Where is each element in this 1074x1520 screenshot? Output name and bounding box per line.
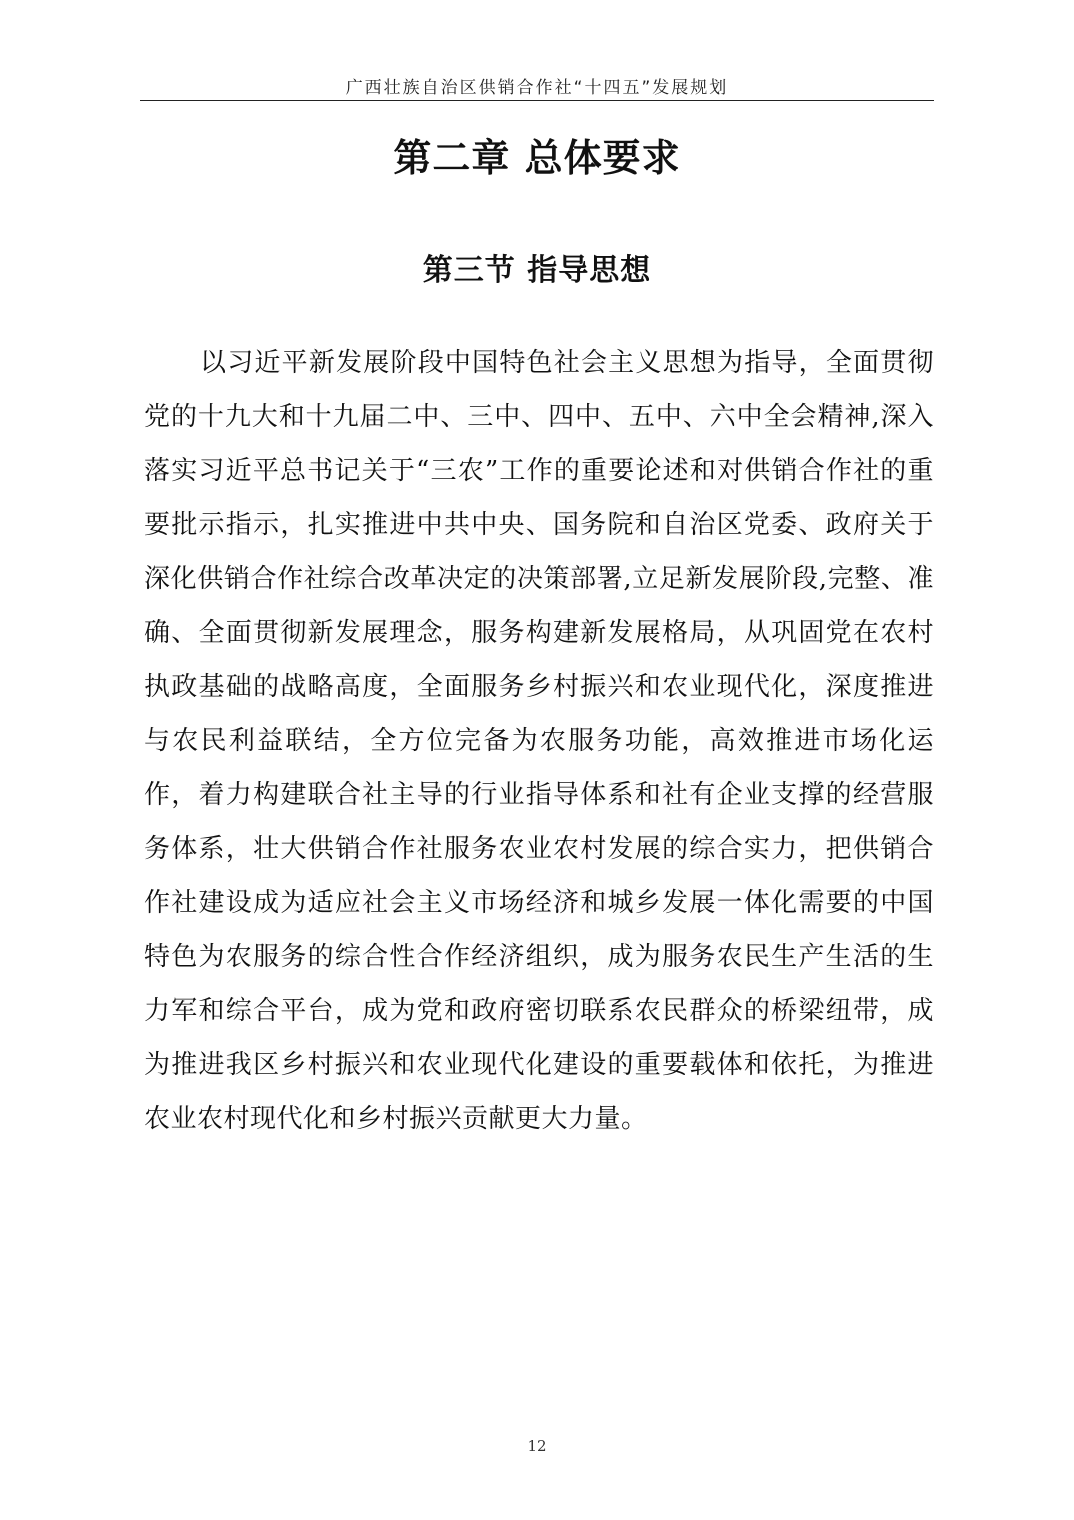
section-title: 第三节 指导思想 [422, 253, 652, 288]
running-header: 广西壮族自治区供销合作社“十四五”发展规划 [345, 78, 729, 98]
body-paragraph: 以习近平新发展阶段中国特色社会主义思想为指导，全面贯彻党的十九大和十九届二中、三中、四中、五中、六中全会精神,深入落实习近平总书记关于“三农”工作的重要论述和对供销合作社的重要批示指示，扎实推进中共中央、国务院和自治区党委、政府关于深化供销合作社综合改革决定的决策部署,立足新发展阶段,完整、准确、全面贯彻新发展理念，服务构建新发展格局，从巩固党在农村执政基础的战略高度，全面服务乡村振兴和农业现代化，深度推进与农民利益联结，全方位完备为农服务功能，高效推进市场化运作，着力构建联合社主导的行业指导体系和社有企业支撑的经营服务体系，壮大供销合作社服务农业农村发展的综合实力，把供销合作社建设成为适应社会主义市场经济和城乡发展一体化需要的中国特色为农服务的综合性合作经济组织，成为服务农民生产生活的生力军和综合平台，成为党和政府密切联系农民群众的桥梁纽带，成为推进我区乡村振兴和农业现代化建设的重要载体和依托，为推进农业农村现代化和乡村振兴贡献更大力量。 [144, 348, 934, 1134]
chapter-title: 第二章 总体要求 [393, 136, 681, 180]
page-number: 12 [527, 1437, 547, 1455]
header-divider [140, 100, 934, 101]
